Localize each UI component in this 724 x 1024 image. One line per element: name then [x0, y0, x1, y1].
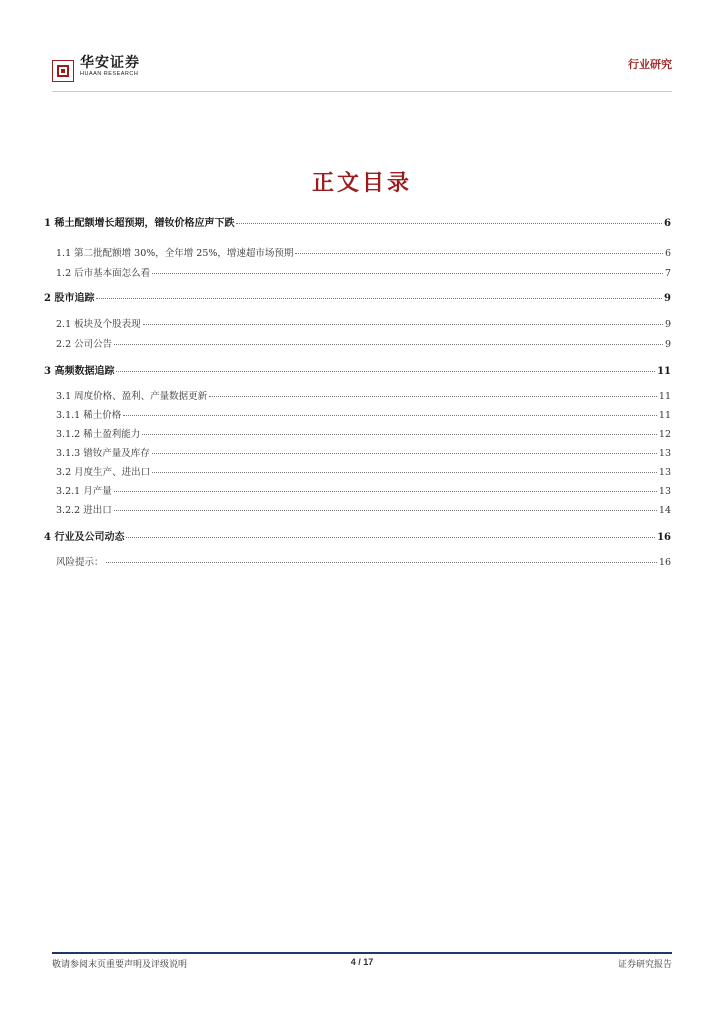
toc-entry-label: 2.2 公司公告	[56, 339, 113, 350]
toc-leader	[114, 510, 657, 511]
toc-leader	[152, 472, 657, 473]
toc-entry-page: 13	[658, 467, 671, 478]
footer-report-type: 证券研究报告	[617, 960, 672, 970]
toc-entry[interactable]	[44, 464, 671, 478]
toc-entry[interactable]	[44, 388, 671, 402]
toc-entry[interactable]	[44, 445, 671, 459]
logo-english-name: HUAAN RESEARCH	[80, 71, 139, 77]
company-logo	[52, 56, 140, 82]
toc-entry-label: 2.1 板块及个股表现	[56, 319, 141, 330]
toc-entry-page: 9	[664, 339, 671, 350]
logo-chinese-name: 华安证券	[80, 55, 140, 71]
toc-leader	[295, 253, 663, 254]
toc-entry[interactable]	[44, 483, 671, 497]
toc-entry-label: 3.2 月度生产、进出口	[56, 467, 151, 478]
toc-leader	[236, 223, 662, 224]
toc-entry-page: 11	[658, 410, 671, 421]
toc-entry-label: 3.2.2 进出口	[56, 505, 112, 516]
toc-leader	[209, 396, 657, 397]
footer-disclaimer: 敬请参阅末页重要声明及评级说明	[52, 960, 188, 970]
toc-leader	[123, 415, 657, 416]
toc-entry-page: 11	[657, 366, 671, 377]
toc-entry-page: 6	[664, 248, 671, 259]
toc-leader	[143, 324, 663, 325]
toc-leader	[116, 371, 655, 372]
header-divider	[52, 91, 672, 92]
toc-entry[interactable]	[44, 407, 671, 421]
report-category: 行业研究	[628, 58, 672, 71]
toc-entry-page: 6	[664, 218, 671, 229]
toc-entry-page: 12	[658, 429, 671, 440]
toc-entry[interactable]	[44, 502, 671, 516]
toc-entry[interactable]	[44, 426, 671, 440]
toc-entry-label: 3.1 周度价格、盈利、产量数据更新	[56, 391, 208, 402]
toc-entry-label: 1 稀土配额增长超预期，镨钕价格应声下跌	[44, 218, 235, 229]
toc-leader	[106, 562, 657, 563]
toc-entry[interactable]	[44, 265, 671, 279]
page-number: 4 / 17	[350, 957, 374, 967]
toc-leader	[152, 453, 657, 454]
toc-entry-label: 3.1.2 稀土盈利能力	[56, 429, 141, 440]
toc-entry-page: 13	[658, 448, 671, 459]
toc-entry-page: 9	[664, 319, 671, 330]
toc-entry-page: 11	[658, 391, 671, 402]
toc-entry-page: 14	[658, 505, 671, 516]
toc-entry[interactable]	[44, 336, 671, 350]
toc-entry-label: 3.1.3 镨钕产量及库存	[56, 448, 150, 459]
footer-divider	[52, 952, 672, 954]
toc-entry-page: 13	[658, 486, 671, 497]
toc-entry-page: 7	[664, 268, 671, 279]
toc-leader	[96, 298, 662, 299]
toc-entry[interactable]	[44, 554, 671, 568]
toc-entry[interactable]	[44, 362, 671, 377]
toc-entry-label: 2 股市追踪	[44, 293, 95, 304]
toc-entry-label: 3.2.1 月产量	[56, 486, 112, 497]
toc-entry-label: 风险提示：	[56, 557, 104, 568]
page-title: 正文目录	[311, 170, 412, 196]
toc-entry-page: 16	[657, 532, 671, 543]
toc-entry-label: 4 行业及公司动态	[44, 532, 125, 543]
toc-leader	[126, 537, 655, 538]
toc-entry-label: 3.1.1 稀土价格	[56, 410, 122, 421]
toc-entry[interactable]	[44, 528, 671, 543]
toc-entry[interactable]	[44, 289, 671, 304]
toc-entry[interactable]	[44, 245, 671, 259]
toc-leader	[152, 273, 663, 274]
toc-leader	[114, 344, 663, 345]
toc-entry[interactable]	[44, 316, 671, 330]
logo-seal-icon	[52, 60, 74, 82]
toc-entry-page: 9	[664, 293, 671, 304]
toc-entry-label: 3 高频数据追踪	[44, 366, 115, 377]
page-header	[52, 56, 672, 90]
toc-leader	[142, 434, 657, 435]
toc-entry[interactable]	[44, 214, 671, 229]
toc-entry-page: 16	[658, 557, 671, 568]
toc-entry-label: 1.2 后市基本面怎么看	[56, 268, 151, 279]
toc-leader	[114, 491, 657, 492]
toc-entry-label: 1.1 第二批配额增 30%，全年增 25%，增速超市场预期	[56, 248, 294, 259]
